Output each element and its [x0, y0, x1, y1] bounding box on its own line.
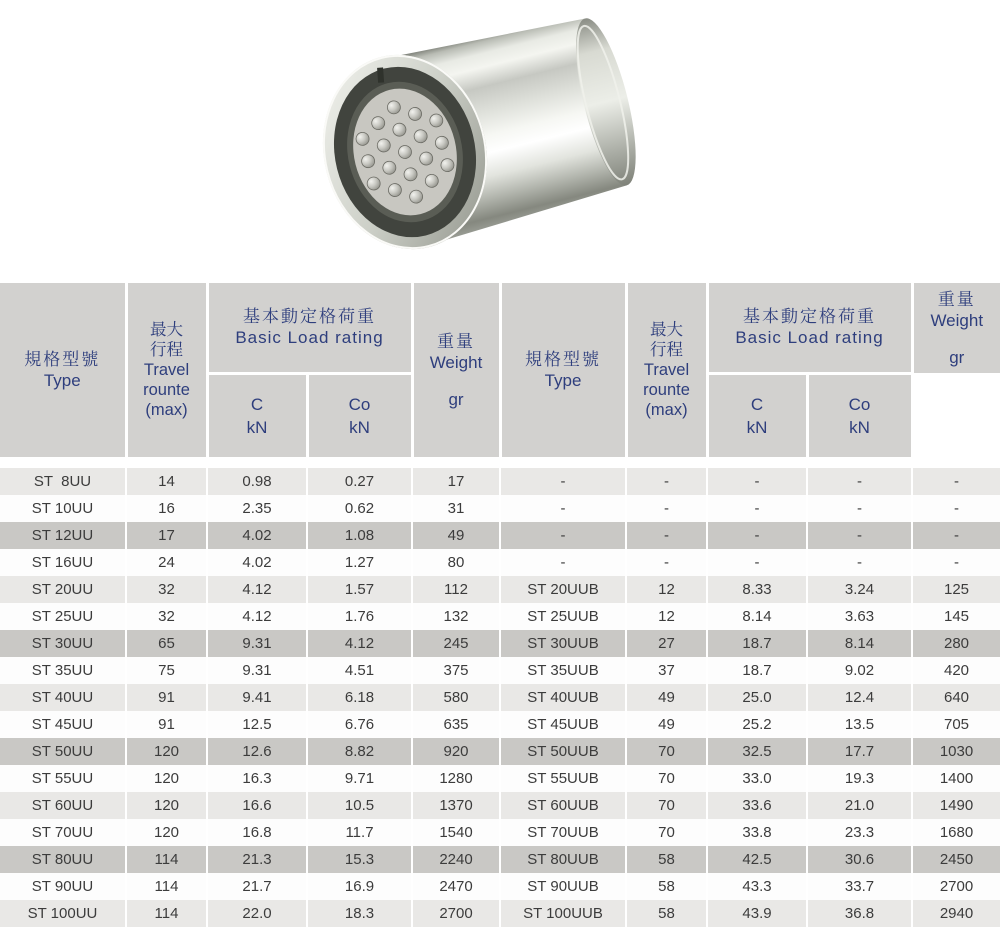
value-cell: 43.3 [707, 873, 807, 900]
load-label-zh: 基本動定格荷重 [243, 307, 376, 327]
spec-table [0, 283, 1000, 927]
value-cell: 1370 [412, 792, 500, 819]
type-cell: ST 45UU [0, 711, 126, 738]
value-cell: 18.7 [707, 657, 807, 684]
travel-line: rounte [643, 381, 690, 399]
value-cell: 4.12 [307, 630, 412, 657]
value-cell: 25.0 [707, 684, 807, 711]
col-header-travel-left [126, 283, 207, 457]
value-cell: 640 [912, 684, 1000, 711]
value-cell: 31 [412, 495, 500, 522]
col-header-type-right [500, 283, 626, 457]
type-cell: ST 100UU [0, 900, 126, 927]
type-cell: ST 80UU [0, 846, 126, 873]
type-cell: ST 55UUB [500, 765, 626, 792]
value-cell: 3.24 [807, 576, 912, 603]
value-cell: 3.63 [807, 603, 912, 630]
value-cell: 33.0 [707, 765, 807, 792]
load-label-zh: 基本動定格荷重 [743, 307, 876, 327]
value-cell: 23.3 [807, 819, 912, 846]
value-cell: 112 [412, 576, 500, 603]
value-cell: 114 [126, 873, 207, 900]
value-cell: 11.7 [307, 819, 412, 846]
value-cell: - [626, 549, 707, 576]
travel-line: (max) [145, 401, 188, 419]
co-label: Co [348, 394, 371, 414]
value-cell: 37 [626, 657, 707, 684]
co-unit: kN [349, 417, 370, 437]
value-cell: 70 [626, 765, 707, 792]
table-header [0, 283, 1000, 457]
col-header-co-left [307, 373, 412, 457]
value-cell: 14 [126, 468, 207, 495]
value-cell: 2450 [912, 846, 1000, 873]
value-cell: 25.2 [707, 711, 807, 738]
value-cell: 15.3 [307, 846, 412, 873]
travel-line: 最大 [650, 321, 683, 339]
type-cell: ST 50UU [0, 738, 126, 765]
value-cell: - [912, 495, 1000, 522]
value-cell: 2470 [412, 873, 500, 900]
value-cell: 21.3 [207, 846, 307, 873]
value-cell: 9.02 [807, 657, 912, 684]
value-cell: 49 [626, 684, 707, 711]
value-cell: 33.8 [707, 819, 807, 846]
value-cell: 91 [126, 711, 207, 738]
table-row [0, 792, 1000, 819]
table-row [0, 522, 1000, 549]
value-cell: 1280 [412, 765, 500, 792]
value-cell: 58 [626, 873, 707, 900]
table-row [0, 873, 1000, 900]
value-cell: 2.35 [207, 495, 307, 522]
value-cell: 12.4 [807, 684, 912, 711]
value-cell: 91 [126, 684, 207, 711]
co-unit: kN [849, 417, 870, 437]
value-cell: 635 [412, 711, 500, 738]
table-row [0, 846, 1000, 873]
type-cell: - [500, 468, 626, 495]
value-cell: 12 [626, 603, 707, 630]
header-body-gap [0, 457, 1000, 468]
value-cell: 1030 [912, 738, 1000, 765]
co-label: Co [848, 394, 871, 414]
type-cell: ST 30UUB [500, 630, 626, 657]
value-cell: 32 [126, 603, 207, 630]
type-cell: - [500, 522, 626, 549]
type-cell: ST 100UUB [500, 900, 626, 927]
table-row [0, 603, 1000, 630]
value-cell: 2700 [912, 873, 1000, 900]
value-cell: 58 [626, 900, 707, 927]
value-cell: 32 [126, 576, 207, 603]
value-cell: - [807, 495, 912, 522]
load-label-en: Basic Load rating [735, 328, 884, 348]
value-cell: 4.12 [207, 603, 307, 630]
value-cell: 9.71 [307, 765, 412, 792]
col-header-travel-right [626, 283, 707, 457]
value-cell: 114 [126, 846, 207, 873]
table-row [0, 495, 1000, 522]
value-cell: 65 [126, 630, 207, 657]
type-cell: ST 35UUB [500, 657, 626, 684]
type-cell: ST 45UUB [500, 711, 626, 738]
value-cell: 1400 [912, 765, 1000, 792]
col-header-weight-left [412, 283, 500, 457]
travel-line: 行程 [650, 341, 683, 359]
travel-line: Travel [143, 361, 190, 379]
value-cell: 70 [626, 792, 707, 819]
value-cell: 1.76 [307, 603, 412, 630]
col-header-weight-right [912, 283, 1000, 373]
value-cell: 1540 [412, 819, 500, 846]
value-cell: 120 [126, 765, 207, 792]
value-cell: 42.5 [707, 846, 807, 873]
value-cell: 22.0 [207, 900, 307, 927]
value-cell: - [912, 549, 1000, 576]
value-cell: 120 [126, 792, 207, 819]
value-cell: 24 [126, 549, 207, 576]
value-cell: 6.76 [307, 711, 412, 738]
value-cell: 13.5 [807, 711, 912, 738]
type-cell: ST 55UU [0, 765, 126, 792]
c-unit: kN [246, 417, 268, 437]
value-cell: 420 [912, 657, 1000, 684]
col-header-load-group-right [707, 283, 912, 373]
type-label-zh: 規格型號 [24, 350, 101, 369]
type-cell: ST 40UUB [500, 684, 626, 711]
type-label-zh: 規格型號 [525, 350, 601, 369]
type-cell: ST 80UUB [500, 846, 626, 873]
travel-line: Travel [643, 361, 690, 379]
value-cell: 49 [626, 711, 707, 738]
value-cell: 16 [126, 495, 207, 522]
value-cell: - [707, 495, 807, 522]
value-cell: 33.7 [807, 873, 912, 900]
value-cell: 120 [126, 738, 207, 765]
col-header-c-left [207, 373, 307, 457]
value-cell: 33.6 [707, 792, 807, 819]
value-cell: 16.9 [307, 873, 412, 900]
type-cell: - [500, 549, 626, 576]
value-cell: 2700 [412, 900, 500, 927]
c-label: C [750, 394, 764, 414]
value-cell: 9.31 [207, 657, 307, 684]
value-cell: 4.02 [207, 549, 307, 576]
value-cell: - [707, 549, 807, 576]
value-cell: 1.57 [307, 576, 412, 603]
value-cell: - [807, 522, 912, 549]
value-cell: 2240 [412, 846, 500, 873]
value-cell: 21.0 [807, 792, 912, 819]
value-cell: 8.82 [307, 738, 412, 765]
type-cell: ST 25UU [0, 603, 126, 630]
type-cell: - [500, 495, 626, 522]
bottom-margin [0, 927, 1000, 933]
table-row [0, 738, 1000, 765]
weight-label-en: Weight [429, 352, 483, 372]
table-row [0, 630, 1000, 657]
col-header-type-left [0, 283, 126, 457]
value-cell: 17 [126, 522, 207, 549]
value-cell: 19.3 [807, 765, 912, 792]
type-label-en: Type [544, 371, 582, 390]
type-cell: ST 20UUB [500, 576, 626, 603]
type-cell: ST 70UUB [500, 819, 626, 846]
value-cell: 580 [412, 684, 500, 711]
weight-unit: gr [448, 389, 464, 409]
table-row [0, 900, 1000, 927]
col-header-co-right [807, 373, 912, 457]
weight-unit: gr [949, 347, 965, 367]
weight-label-zh: 重量 [437, 331, 475, 351]
value-cell: 0.62 [307, 495, 412, 522]
table-row [0, 657, 1000, 684]
value-cell: 4.12 [207, 576, 307, 603]
value-cell: 245 [412, 630, 500, 657]
col-header-c-right [707, 373, 807, 457]
value-cell: 43.9 [707, 900, 807, 927]
type-cell: ST 25UUB [500, 603, 626, 630]
linear-bearing-photo [290, 4, 710, 276]
type-cell: ST 90UUB [500, 873, 626, 900]
value-cell: 120 [126, 819, 207, 846]
type-label-en: Type [43, 371, 81, 390]
value-cell: 58 [626, 846, 707, 873]
table-row [0, 549, 1000, 576]
type-cell: ST 70UU [0, 819, 126, 846]
product-photo-area [0, 0, 1000, 283]
value-cell: 145 [912, 603, 1000, 630]
value-cell: 1.08 [307, 522, 412, 549]
value-cell: 0.98 [207, 468, 307, 495]
value-cell: 30.6 [807, 846, 912, 873]
type-cell: ST 50UUB [500, 738, 626, 765]
type-cell: ST 30UU [0, 630, 126, 657]
value-cell: 4.51 [307, 657, 412, 684]
value-cell: 9.41 [207, 684, 307, 711]
value-cell: 920 [412, 738, 500, 765]
weight-label-zh: 重量 [937, 289, 976, 309]
value-cell: 6.18 [307, 684, 412, 711]
type-cell: ST 12UU [0, 522, 126, 549]
value-cell: 17.7 [807, 738, 912, 765]
value-cell: 21.7 [207, 873, 307, 900]
value-cell: 12 [626, 576, 707, 603]
spec-table-body [0, 457, 1000, 927]
table-row [0, 468, 1000, 495]
col-header-load-group-left [207, 283, 412, 373]
value-cell: 4.02 [207, 522, 307, 549]
travel-line: (max) [645, 401, 688, 419]
value-cell: 8.33 [707, 576, 807, 603]
load-label-en: Basic Load rating [235, 328, 384, 348]
table-row [0, 684, 1000, 711]
type-cell: ST 60UUB [500, 792, 626, 819]
value-cell: 12.5 [207, 711, 307, 738]
value-cell: 70 [626, 738, 707, 765]
value-cell: 49 [412, 522, 500, 549]
value-cell: 1490 [912, 792, 1000, 819]
value-cell: 9.31 [207, 630, 307, 657]
c-unit: kN [746, 417, 768, 437]
value-cell: 0.27 [307, 468, 412, 495]
value-cell: - [912, 522, 1000, 549]
value-cell: 18.7 [707, 630, 807, 657]
value-cell: 27 [626, 630, 707, 657]
value-cell: 114 [126, 900, 207, 927]
value-cell: 125 [912, 576, 1000, 603]
value-cell: 280 [912, 630, 1000, 657]
value-cell: - [626, 495, 707, 522]
value-cell: 16.8 [207, 819, 307, 846]
value-cell: 12.6 [207, 738, 307, 765]
type-cell: ST 20UU [0, 576, 126, 603]
type-cell: ST 60UU [0, 792, 126, 819]
value-cell: 16.3 [207, 765, 307, 792]
value-cell: 8.14 [707, 603, 807, 630]
value-cell: 17 [412, 468, 500, 495]
value-cell: - [807, 549, 912, 576]
weight-label-en: Weight [930, 310, 984, 330]
value-cell: 1680 [912, 819, 1000, 846]
table-row [0, 765, 1000, 792]
value-cell: 705 [912, 711, 1000, 738]
type-cell: ST 35UU [0, 657, 126, 684]
value-cell: 2940 [912, 900, 1000, 927]
value-cell: 375 [412, 657, 500, 684]
value-cell: - [912, 468, 1000, 495]
value-cell: 16.6 [207, 792, 307, 819]
value-cell: 10.5 [307, 792, 412, 819]
type-cell: ST 90UU [0, 873, 126, 900]
value-cell: 1.27 [307, 549, 412, 576]
travel-line: rounte [143, 381, 190, 399]
table-row [0, 819, 1000, 846]
value-cell: - [626, 468, 707, 495]
value-cell: 80 [412, 549, 500, 576]
value-cell: 32.5 [707, 738, 807, 765]
value-cell: 18.3 [307, 900, 412, 927]
value-cell: - [626, 522, 707, 549]
type-cell: ST 16UU [0, 549, 126, 576]
value-cell: - [707, 468, 807, 495]
value-cell: 8.14 [807, 630, 912, 657]
type-cell: ST 8UU [0, 468, 126, 495]
value-cell: 132 [412, 603, 500, 630]
value-cell: - [807, 468, 912, 495]
value-cell: 75 [126, 657, 207, 684]
table-row [0, 576, 1000, 603]
value-cell: 70 [626, 819, 707, 846]
c-label: C [250, 394, 264, 414]
type-cell: ST 40UU [0, 684, 126, 711]
table-row [0, 711, 1000, 738]
travel-line: 最大 [150, 321, 183, 339]
travel-line: 行程 [150, 341, 183, 359]
value-cell: - [707, 522, 807, 549]
value-cell: 36.8 [807, 900, 912, 927]
type-cell: ST 10UU [0, 495, 126, 522]
